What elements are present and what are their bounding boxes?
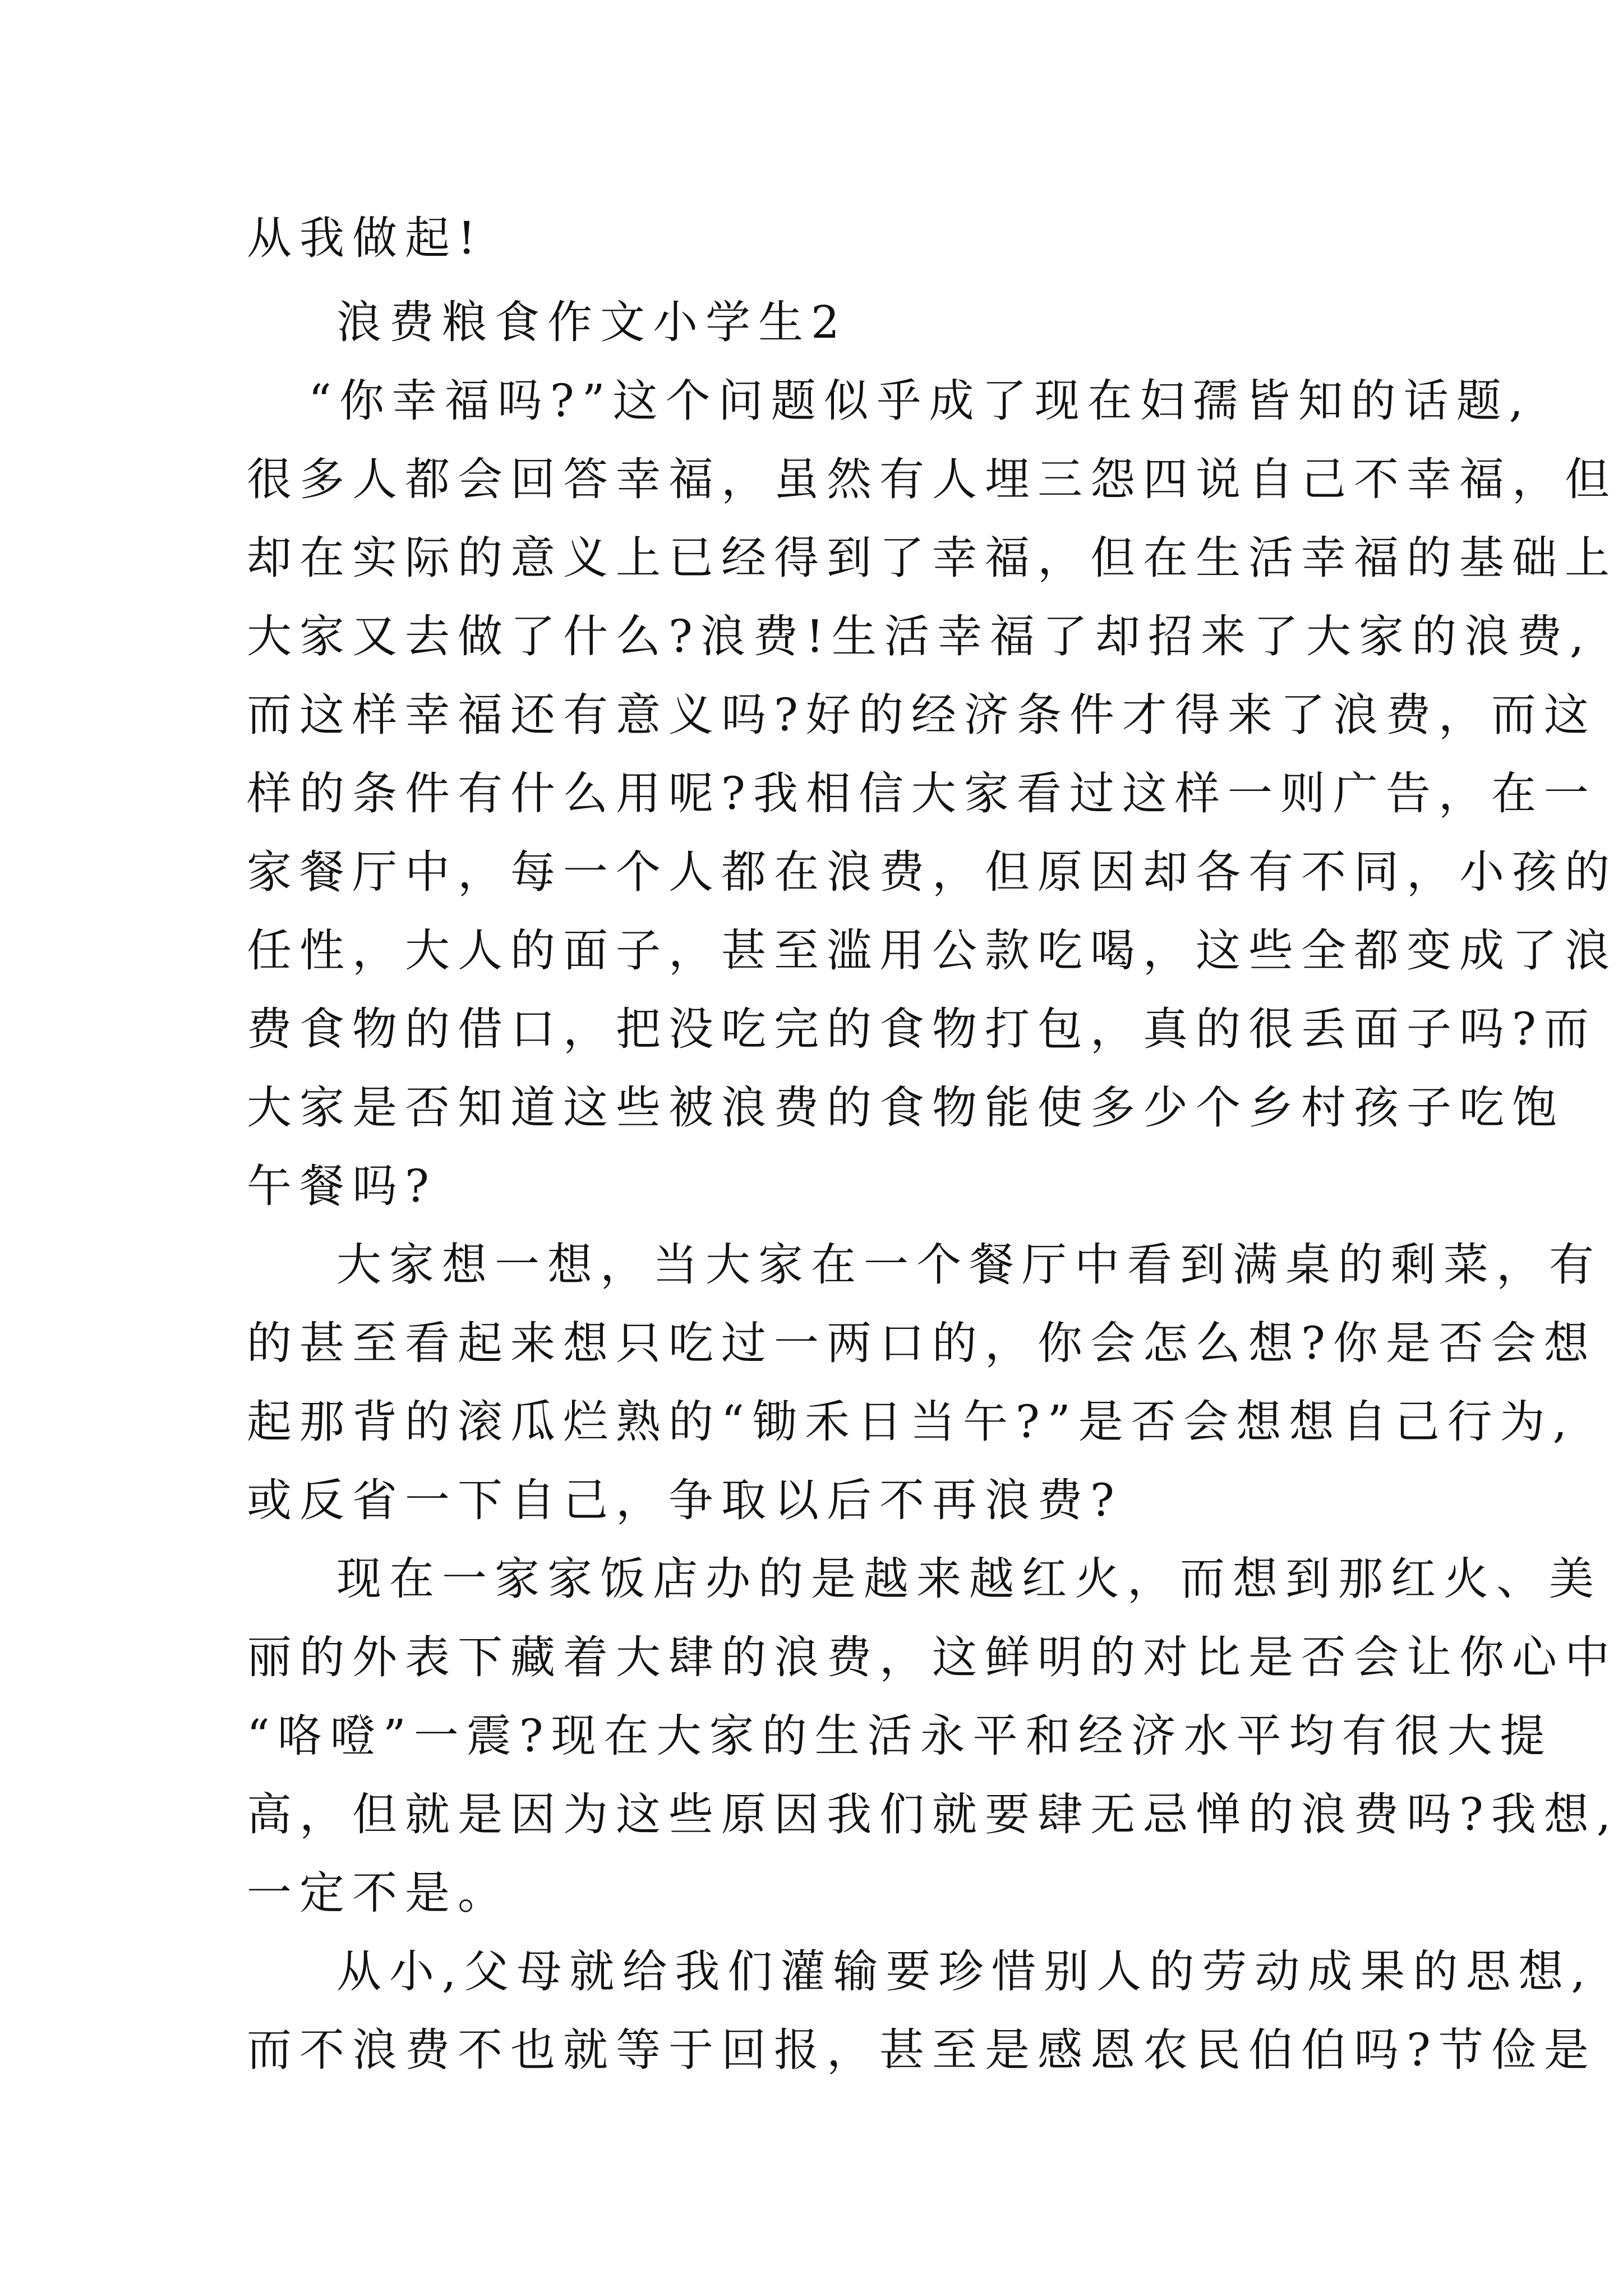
text-line: 大家是否知道这些被浪费的食物能使多少个乡村孩子吃饱 [247, 1082, 1565, 1134]
text-line: 任性，大人的面子，甚至滥用公款吃喝，这些全都变成了浪 [247, 924, 1617, 977]
text-line: 一定不是。 [247, 1867, 510, 1919]
text-line: 大家又去做了什么?浪费!生活幸福了却招来了大家的浪费, [247, 610, 1592, 662]
text-line: 很多人都会回答幸福，虽然有人埋三怨四说自己不幸福，但 [247, 453, 1617, 505]
text-line: 丽的外表下藏着大肆的浪费，这鲜明的对比是否会让你心中 [247, 1631, 1617, 1683]
text-line: 样的条件有什么用呢?我相信大家看过这样一则广告，在一 [247, 767, 1597, 820]
text-line: 费食物的借口，把没吃完的食物打包，真的很丢面子吗?而 [247, 1003, 1597, 1055]
text-line: 而这样幸福还有意义吗?好的经济条件才得来了浪费，而这 [247, 689, 1597, 741]
text-line: 从我做起! [247, 212, 484, 264]
text-line: 而不浪费不也就等于回报，甚至是感恩农民伯伯吗?节俭是 [247, 2024, 1597, 2076]
text-line: 家餐厅中，每一个人都在浪费，但原因却各有不同，小孩的 [247, 846, 1617, 898]
text-line: 高，但就是因为这些原因我们就要肆无忌惮的浪费吗?我想, [247, 1788, 1619, 1841]
text-line: “咯噔”一震?现在大家的生活永平和经济水平均有很大提 [247, 1710, 1553, 1762]
text-line: 或反省一下自己，争取以后不再浪费? [247, 1474, 1122, 1526]
text-line: “你幸福吗?”这个问题似乎成了现在妇孺皆知的话题, [308, 375, 1532, 427]
text-line: 的甚至看起来想只吃过一两口的，你会怎么想?你是否会想 [247, 1317, 1597, 1369]
essay-title: 浪费粮食作文小学生2 [336, 296, 847, 348]
text-line: 现在一家家饭店办的是越来越红火，而想到那红火、美 [336, 1553, 1602, 1605]
text-line: 大家想一想，当大家在一个餐厅中看到满桌的剩菜，有 [336, 1239, 1602, 1291]
text-line: 从小,父母就给我们灌输要珍惜别人的劳动成果的思想, [336, 1945, 1593, 1998]
text-line: 却在实际的意义上已经得到了幸福，但在生活幸福的基础上 [247, 532, 1617, 584]
text-line: 起那背的滚瓜烂熟的“锄禾日当午?”是否会想想自己行为, [247, 1396, 1575, 1448]
text-line: 午餐吗? [247, 1160, 437, 1212]
